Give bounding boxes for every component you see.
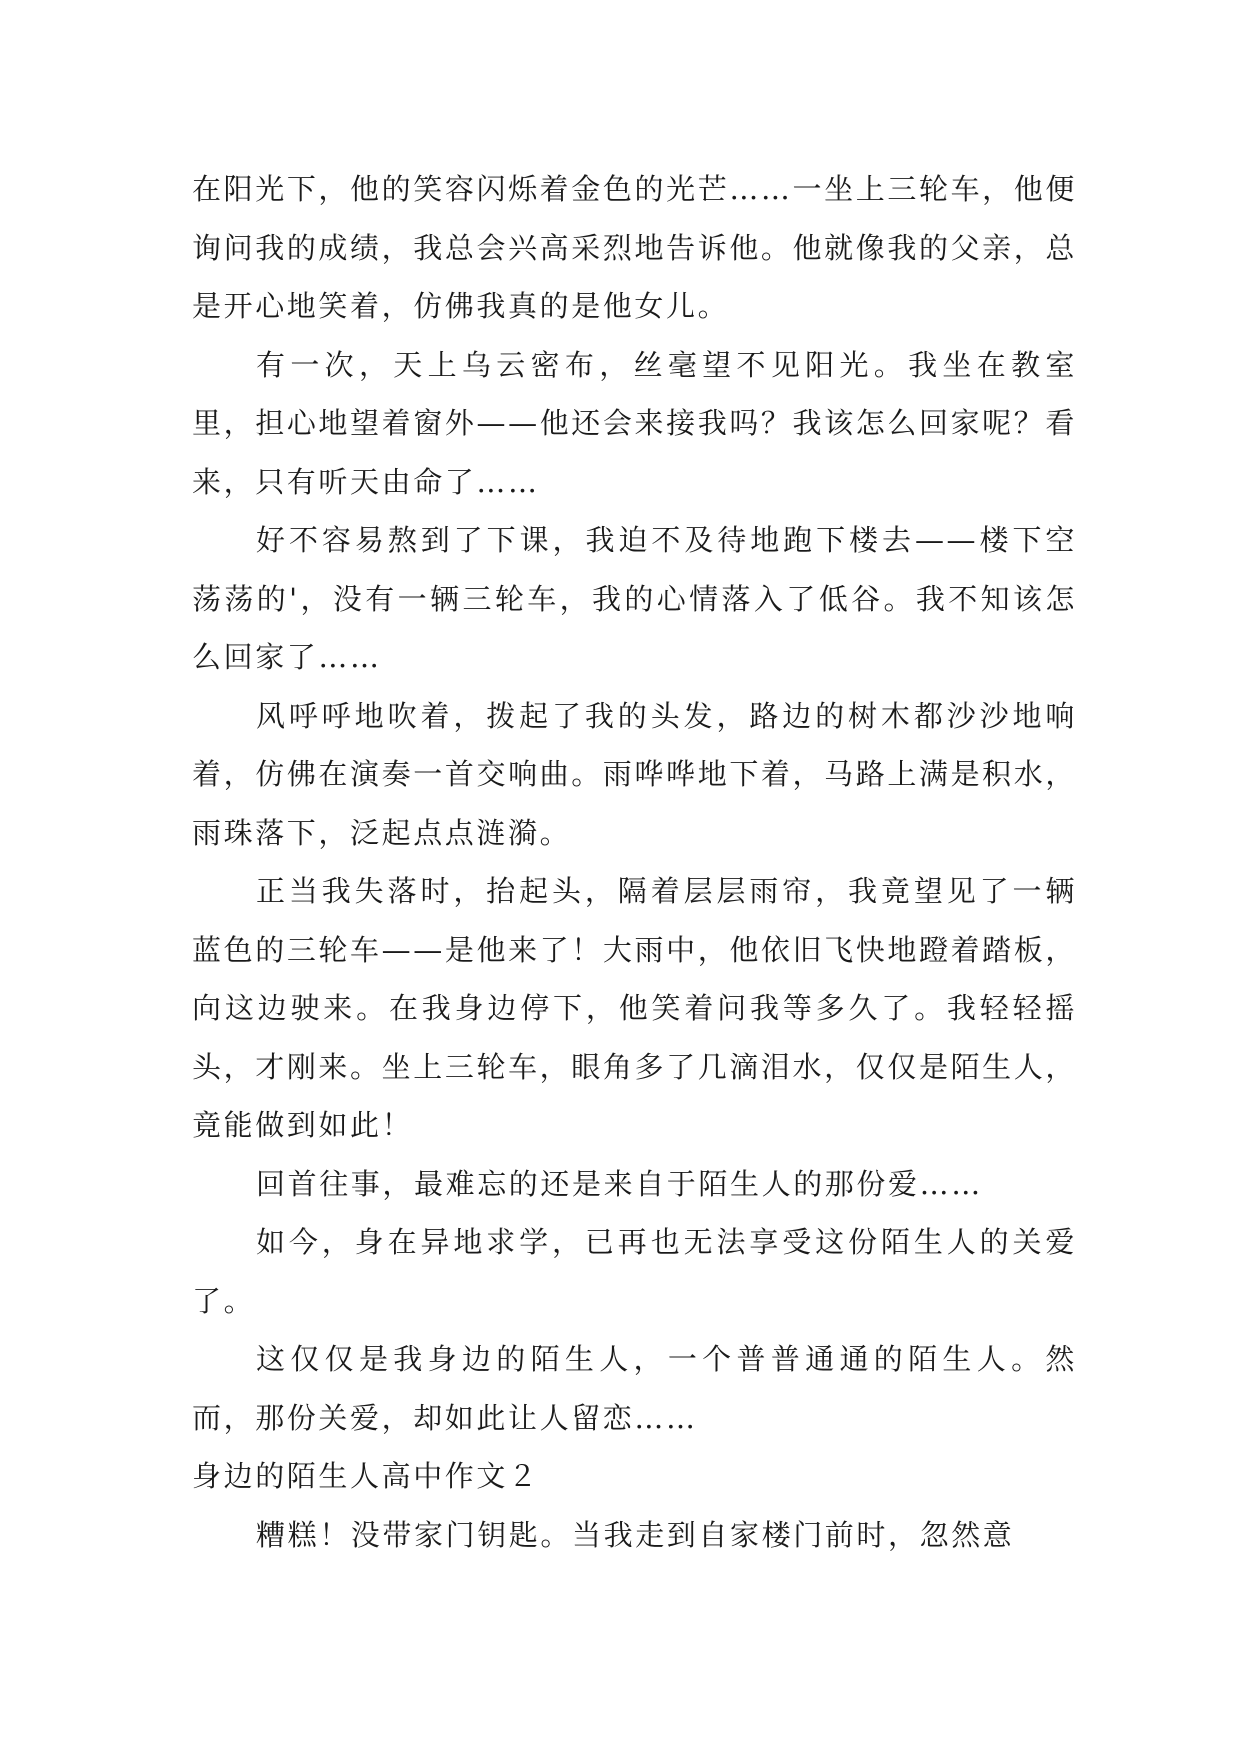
paragraph-continuation: 在阳光下，他的笑容闪烁着金色的光芒……一坐上三轮车，他便询问我的成绩，我总会兴高采烈地告诉他。他就像我的父亲，总是开心地笑着，仿佛我真的是他女儿。 xyxy=(192,172,1077,323)
paragraph: 糟糕！没带家门钥匙。当我走到自家楼门前时，忽然意 xyxy=(256,1517,1015,1552)
paragraph: 好不容易熬到了下课，我迫不及待地跑下楼去——楼下空荡荡的'，没有一辆三轮车，我的心情落入了低谷。我不知该怎么回家了…… xyxy=(192,523,1077,674)
paragraph: 正当我失落时，抬起头，隔着层层雨帘，我竟望见了一辆蓝色的三轮车——是他来了！大雨中，他依旧飞快地蹬着踏板，向这边驶来。在我身边停下，他笑着问我等多久了。我轻轻摇头，才刚来。坐上三轮车，眼角多了几滴泪水，仅仅是陌生人，竟能做到如此！ xyxy=(192,874,1077,1142)
paragraph: 风呼呼地吹着，拨起了我的头发，路边的树木都沙沙地响着，仿佛在演奏一首交响曲。雨哗哗地下着，马路上满是积水，雨珠落下，泛起点点涟漪。 xyxy=(192,698,1077,850)
paragraph: 有一次，天上乌云密布，丝毫望不见阳光。我坐在教室里，担心地望着窗外——他还会来接我吗？我该怎么回家呢？看来，只有听天由命了…… xyxy=(192,347,1077,499)
paragraph: 回首往事，最难忘的还是来自于陌生人的那份爱…… xyxy=(256,1166,983,1201)
paragraph: 这仅仅是我身边的陌生人，一个普普通通的陌生人。然而，那份关爱，却如此让人留恋…… xyxy=(192,1342,1077,1435)
document-body xyxy=(192,160,1077,1564)
paragraph: 如今，身在异地求学，已再也无法享受这份陌生人的关爱了。 xyxy=(192,1225,1077,1318)
section-title: 身边的陌生人高中作文２ xyxy=(192,1459,540,1493)
